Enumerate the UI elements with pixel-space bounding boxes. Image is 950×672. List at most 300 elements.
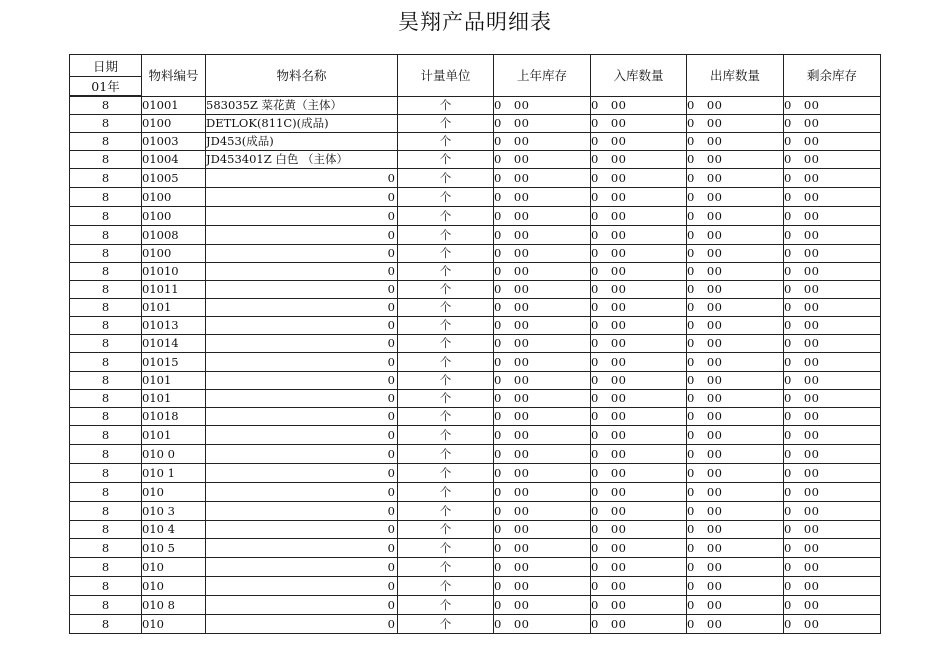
cell-remaining bbox=[784, 482, 881, 501]
value-int: 0 bbox=[687, 409, 695, 423]
value-frac: 00 bbox=[610, 227, 627, 242]
value-frac: 00 bbox=[610, 578, 627, 593]
value-frac: 00 bbox=[803, 227, 820, 242]
cell-remaining bbox=[784, 316, 881, 334]
cell-date: 8 bbox=[70, 187, 142, 206]
cell-name: 0 bbox=[206, 538, 398, 557]
value-int: 0 bbox=[687, 98, 695, 112]
cell-remaining bbox=[784, 150, 881, 168]
cell-name: JD453(成品) bbox=[206, 132, 398, 150]
cell-name: 0 bbox=[206, 316, 398, 334]
cell-unit: 个 bbox=[398, 407, 494, 425]
cell-date: 8 bbox=[70, 463, 142, 482]
value-frac: 00 bbox=[803, 503, 820, 518]
cell-remaining bbox=[784, 262, 881, 280]
cell-unit: 个 bbox=[398, 444, 494, 463]
cell-code: 01015 bbox=[142, 352, 206, 371]
cell-code: 01011 bbox=[142, 280, 206, 298]
value-int: 0 bbox=[784, 300, 792, 314]
cell-remaining bbox=[784, 538, 881, 557]
value-int: 0 bbox=[784, 354, 792, 369]
cell-out-qty bbox=[687, 206, 784, 225]
cell-out-qty bbox=[687, 501, 784, 520]
cell-unit: 个 bbox=[398, 334, 494, 352]
cell-in-qty bbox=[591, 298, 687, 316]
cell-remaining bbox=[784, 96, 881, 114]
cell-name: JD453401Z 白色 （主体） bbox=[206, 150, 398, 168]
cell-last-stock bbox=[494, 244, 591, 262]
cell-in-qty bbox=[591, 132, 687, 150]
value-int: 0 bbox=[784, 409, 792, 423]
cell-unit: 个 bbox=[398, 206, 494, 225]
value-int: 0 bbox=[591, 373, 599, 387]
cell-code: 010 bbox=[142, 482, 206, 501]
cell-last-stock bbox=[494, 425, 591, 444]
cell-in-qty bbox=[591, 425, 687, 444]
table-row bbox=[70, 316, 881, 334]
value-int: 0 bbox=[494, 409, 502, 423]
value-frac: 00 bbox=[610, 246, 627, 260]
cell-remaining bbox=[784, 371, 881, 389]
cell-remaining bbox=[784, 114, 881, 132]
value-frac: 00 bbox=[610, 616, 627, 631]
value-int: 0 bbox=[687, 540, 695, 555]
cell-last-stock bbox=[494, 206, 591, 225]
cell-out-qty bbox=[687, 444, 784, 463]
cell-unit: 个 bbox=[398, 576, 494, 595]
table-row bbox=[70, 520, 881, 538]
cell-date: 8 bbox=[70, 444, 142, 463]
cell-code: 01018 bbox=[142, 407, 206, 425]
value-int: 0 bbox=[687, 616, 695, 631]
table-row bbox=[70, 206, 881, 225]
value-frac: 00 bbox=[706, 540, 723, 555]
cell-out-qty bbox=[687, 150, 784, 168]
table-row bbox=[70, 557, 881, 576]
cell-remaining bbox=[784, 206, 881, 225]
value-int: 0 bbox=[591, 116, 599, 130]
value-frac: 00 bbox=[513, 373, 530, 387]
value-frac: 00 bbox=[513, 264, 530, 278]
value-int: 0 bbox=[591, 134, 599, 148]
table-row bbox=[70, 114, 881, 132]
value-int: 0 bbox=[591, 152, 599, 166]
cell-name: 0 bbox=[206, 389, 398, 407]
cell-last-stock bbox=[494, 501, 591, 520]
cell-in-qty bbox=[591, 150, 687, 168]
cell-in-qty bbox=[591, 371, 687, 389]
header-out-qty: 出库数量 bbox=[687, 55, 784, 97]
table-row bbox=[70, 187, 881, 206]
table-body bbox=[70, 96, 881, 633]
cell-in-qty bbox=[591, 557, 687, 576]
cell-last-stock bbox=[494, 114, 591, 132]
value-frac: 00 bbox=[610, 354, 627, 369]
value-frac: 00 bbox=[706, 559, 723, 574]
value-int: 0 bbox=[494, 336, 502, 350]
value-int: 0 bbox=[784, 152, 792, 166]
cell-out-qty bbox=[687, 520, 784, 538]
header-code: 物料编号 bbox=[142, 55, 206, 97]
cell-last-stock bbox=[494, 132, 591, 150]
cell-in-qty bbox=[591, 244, 687, 262]
value-frac: 00 bbox=[706, 391, 723, 405]
cell-unit: 个 bbox=[398, 168, 494, 187]
value-int: 0 bbox=[591, 616, 599, 631]
cell-remaining bbox=[784, 225, 881, 244]
value-frac: 00 bbox=[803, 189, 820, 204]
value-frac: 00 bbox=[706, 354, 723, 369]
value-int: 0 bbox=[687, 373, 695, 387]
cell-unit: 个 bbox=[398, 557, 494, 576]
cell-last-stock bbox=[494, 225, 591, 244]
cell-unit: 个 bbox=[398, 538, 494, 557]
table-row bbox=[70, 501, 881, 520]
value-int: 0 bbox=[687, 484, 695, 499]
cell-in-qty bbox=[591, 389, 687, 407]
cell-code: 010 8 bbox=[142, 595, 206, 614]
value-int: 0 bbox=[591, 227, 599, 242]
value-frac: 00 bbox=[610, 540, 627, 555]
value-int: 0 bbox=[687, 597, 695, 612]
table-row bbox=[70, 352, 881, 371]
value-int: 0 bbox=[591, 597, 599, 612]
cell-in-qty bbox=[591, 501, 687, 520]
header-last-stock: 上年库存 bbox=[494, 55, 591, 97]
value-frac: 00 bbox=[513, 578, 530, 593]
table-row bbox=[70, 168, 881, 187]
header-in-qty: 入库数量 bbox=[591, 55, 687, 97]
value-int: 0 bbox=[687, 503, 695, 518]
cell-name: 0 bbox=[206, 225, 398, 244]
value-int: 0 bbox=[494, 170, 502, 185]
value-int: 0 bbox=[784, 616, 792, 631]
value-frac: 00 bbox=[610, 336, 627, 350]
cell-date: 8 bbox=[70, 132, 142, 150]
value-int: 0 bbox=[687, 227, 695, 242]
value-frac: 00 bbox=[513, 189, 530, 204]
value-frac: 00 bbox=[706, 170, 723, 185]
value-frac: 00 bbox=[706, 282, 723, 296]
cell-date: 8 bbox=[70, 407, 142, 425]
cell-out-qty bbox=[687, 114, 784, 132]
value-int: 0 bbox=[687, 170, 695, 185]
value-frac: 00 bbox=[803, 318, 820, 332]
value-frac: 00 bbox=[513, 465, 530, 480]
value-frac: 00 bbox=[610, 282, 627, 296]
table-row bbox=[70, 614, 881, 633]
cell-name: 0 bbox=[206, 352, 398, 371]
value-int: 0 bbox=[494, 427, 502, 442]
value-int: 0 bbox=[494, 503, 502, 518]
cell-last-stock bbox=[494, 150, 591, 168]
cell-in-qty bbox=[591, 463, 687, 482]
cell-in-qty bbox=[591, 187, 687, 206]
cell-unit: 个 bbox=[398, 482, 494, 501]
cell-code: 01003 bbox=[142, 132, 206, 150]
value-frac: 00 bbox=[706, 189, 723, 204]
value-int: 0 bbox=[784, 98, 792, 112]
value-frac: 00 bbox=[513, 559, 530, 574]
header-unit: 计量单位 bbox=[398, 55, 494, 97]
cell-date: 8 bbox=[70, 389, 142, 407]
value-int: 0 bbox=[494, 98, 502, 112]
value-int: 0 bbox=[494, 391, 502, 405]
value-frac: 00 bbox=[706, 427, 723, 442]
cell-code: 01010 bbox=[142, 262, 206, 280]
cell-name: 0 bbox=[206, 244, 398, 262]
cell-out-qty bbox=[687, 96, 784, 114]
table-row bbox=[70, 150, 881, 168]
value-int: 0 bbox=[784, 597, 792, 612]
header-name: 物料名称 bbox=[206, 55, 398, 97]
cell-last-stock bbox=[494, 595, 591, 614]
value-frac: 00 bbox=[803, 336, 820, 350]
value-frac: 00 bbox=[513, 282, 530, 296]
value-int: 0 bbox=[494, 559, 502, 574]
value-int: 0 bbox=[687, 116, 695, 130]
cell-last-stock bbox=[494, 614, 591, 633]
value-int: 0 bbox=[687, 559, 695, 574]
cell-in-qty bbox=[591, 407, 687, 425]
cell-name: 0 bbox=[206, 187, 398, 206]
cell-unit: 个 bbox=[398, 187, 494, 206]
value-frac: 00 bbox=[513, 208, 530, 223]
cell-code: 0101 bbox=[142, 371, 206, 389]
cell-in-qty bbox=[591, 482, 687, 501]
value-frac: 00 bbox=[610, 597, 627, 612]
cell-name: 0 bbox=[206, 595, 398, 614]
value-frac: 00 bbox=[803, 208, 820, 223]
value-int: 0 bbox=[687, 152, 695, 166]
cell-last-stock bbox=[494, 334, 591, 352]
cell-code: 010 1 bbox=[142, 463, 206, 482]
cell-remaining bbox=[784, 334, 881, 352]
value-int: 0 bbox=[784, 391, 792, 405]
value-frac: 00 bbox=[513, 446, 530, 461]
cell-remaining bbox=[784, 576, 881, 595]
value-int: 0 bbox=[784, 427, 792, 442]
cell-remaining bbox=[784, 463, 881, 482]
table-row bbox=[70, 389, 881, 407]
cell-in-qty bbox=[591, 316, 687, 334]
cell-date: 8 bbox=[70, 520, 142, 538]
cell-in-qty bbox=[591, 168, 687, 187]
value-int: 0 bbox=[494, 134, 502, 148]
cell-remaining bbox=[784, 407, 881, 425]
value-int: 0 bbox=[784, 540, 792, 555]
cell-last-stock bbox=[494, 538, 591, 557]
cell-unit: 个 bbox=[398, 425, 494, 444]
value-frac: 00 bbox=[706, 522, 723, 536]
cell-name: 0 bbox=[206, 425, 398, 444]
cell-unit: 个 bbox=[398, 352, 494, 371]
value-int: 0 bbox=[494, 208, 502, 223]
value-int: 0 bbox=[784, 336, 792, 350]
cell-remaining bbox=[784, 425, 881, 444]
value-int: 0 bbox=[784, 465, 792, 480]
value-frac: 00 bbox=[803, 578, 820, 593]
cell-unit: 个 bbox=[398, 262, 494, 280]
value-frac: 00 bbox=[706, 318, 723, 332]
cell-last-stock bbox=[494, 262, 591, 280]
header-date: 日期 bbox=[70, 55, 142, 77]
value-int: 0 bbox=[591, 409, 599, 423]
cell-in-qty bbox=[591, 520, 687, 538]
value-int: 0 bbox=[494, 578, 502, 593]
value-frac: 00 bbox=[513, 409, 530, 423]
value-frac: 00 bbox=[513, 336, 530, 350]
value-int: 0 bbox=[687, 300, 695, 314]
value-frac: 00 bbox=[513, 134, 530, 148]
value-int: 0 bbox=[784, 503, 792, 518]
value-frac: 00 bbox=[610, 300, 627, 314]
value-int: 0 bbox=[494, 318, 502, 332]
value-frac: 00 bbox=[610, 116, 627, 130]
value-int: 0 bbox=[591, 559, 599, 574]
value-frac: 00 bbox=[610, 427, 627, 442]
cell-name: 0 bbox=[206, 280, 398, 298]
value-frac: 00 bbox=[513, 227, 530, 242]
cell-date: 8 bbox=[70, 206, 142, 225]
cell-last-stock bbox=[494, 389, 591, 407]
value-int: 0 bbox=[591, 446, 599, 461]
cell-out-qty bbox=[687, 262, 784, 280]
value-int: 0 bbox=[784, 446, 792, 461]
cell-name: DETLOK(811C)(成品) bbox=[206, 114, 398, 132]
cell-name: 583035Z 菜花黄（主体） bbox=[206, 96, 398, 114]
cell-out-qty bbox=[687, 425, 784, 444]
cell-date: 8 bbox=[70, 371, 142, 389]
cell-date: 8 bbox=[70, 501, 142, 520]
cell-code: 01013 bbox=[142, 316, 206, 334]
value-int: 0 bbox=[591, 465, 599, 480]
value-int: 0 bbox=[784, 246, 792, 260]
value-frac: 00 bbox=[706, 336, 723, 350]
value-frac: 00 bbox=[513, 98, 530, 112]
value-int: 0 bbox=[784, 116, 792, 130]
cell-date: 8 bbox=[70, 614, 142, 633]
value-int: 0 bbox=[687, 336, 695, 350]
cell-last-stock bbox=[494, 280, 591, 298]
cell-last-stock bbox=[494, 576, 591, 595]
value-frac: 00 bbox=[610, 318, 627, 332]
cell-remaining bbox=[784, 244, 881, 262]
value-int: 0 bbox=[784, 484, 792, 499]
value-int: 0 bbox=[784, 373, 792, 387]
value-int: 0 bbox=[591, 336, 599, 350]
cell-code: 01001 bbox=[142, 96, 206, 114]
value-int: 0 bbox=[784, 522, 792, 536]
cell-in-qty bbox=[591, 280, 687, 298]
cell-last-stock bbox=[494, 407, 591, 425]
cell-out-qty bbox=[687, 389, 784, 407]
value-int: 0 bbox=[687, 208, 695, 223]
value-int: 0 bbox=[494, 227, 502, 242]
cell-date: 8 bbox=[70, 168, 142, 187]
value-int: 0 bbox=[784, 264, 792, 278]
cell-name: 0 bbox=[206, 334, 398, 352]
value-frac: 00 bbox=[803, 391, 820, 405]
value-frac: 00 bbox=[610, 152, 627, 166]
product-detail-table bbox=[69, 54, 881, 634]
cell-out-qty bbox=[687, 595, 784, 614]
value-frac: 00 bbox=[803, 409, 820, 423]
cell-code: 0100 bbox=[142, 187, 206, 206]
value-int: 0 bbox=[687, 522, 695, 536]
cell-last-stock bbox=[494, 316, 591, 334]
value-frac: 00 bbox=[706, 264, 723, 278]
table-row bbox=[70, 298, 881, 316]
cell-code: 0101 bbox=[142, 425, 206, 444]
cell-remaining bbox=[784, 132, 881, 150]
cell-code: 010 bbox=[142, 614, 206, 633]
value-int: 0 bbox=[591, 189, 599, 204]
cell-in-qty bbox=[591, 96, 687, 114]
cell-last-stock bbox=[494, 557, 591, 576]
value-int: 0 bbox=[784, 189, 792, 204]
cell-code: 010 bbox=[142, 576, 206, 595]
value-frac: 00 bbox=[803, 373, 820, 387]
cell-out-qty bbox=[687, 298, 784, 316]
value-int: 0 bbox=[494, 484, 502, 499]
value-frac: 00 bbox=[513, 300, 530, 314]
cell-last-stock bbox=[494, 168, 591, 187]
cell-code: 01014 bbox=[142, 334, 206, 352]
table-row bbox=[70, 463, 881, 482]
value-int: 0 bbox=[591, 391, 599, 405]
cell-date: 8 bbox=[70, 96, 142, 114]
cell-out-qty bbox=[687, 334, 784, 352]
table-row bbox=[70, 132, 881, 150]
value-frac: 00 bbox=[610, 391, 627, 405]
value-int: 0 bbox=[687, 282, 695, 296]
cell-in-qty bbox=[591, 334, 687, 352]
value-frac: 00 bbox=[706, 578, 723, 593]
cell-code: 0100 bbox=[142, 114, 206, 132]
cell-last-stock bbox=[494, 352, 591, 371]
cell-date: 8 bbox=[70, 576, 142, 595]
value-int: 0 bbox=[494, 282, 502, 296]
value-int: 0 bbox=[784, 227, 792, 242]
cell-date: 8 bbox=[70, 425, 142, 444]
value-int: 0 bbox=[591, 578, 599, 593]
cell-out-qty bbox=[687, 557, 784, 576]
value-frac: 00 bbox=[706, 484, 723, 499]
cell-code: 010 bbox=[142, 557, 206, 576]
cell-name: 0 bbox=[206, 168, 398, 187]
cell-unit: 个 bbox=[398, 150, 494, 168]
value-int: 0 bbox=[494, 300, 502, 314]
cell-out-qty bbox=[687, 482, 784, 501]
value-int: 0 bbox=[494, 446, 502, 461]
cell-unit: 个 bbox=[398, 280, 494, 298]
value-frac: 00 bbox=[513, 616, 530, 631]
value-frac: 00 bbox=[610, 559, 627, 574]
value-int: 0 bbox=[784, 318, 792, 332]
value-int: 0 bbox=[591, 318, 599, 332]
cell-unit: 个 bbox=[398, 298, 494, 316]
table-row bbox=[70, 576, 881, 595]
cell-remaining bbox=[784, 557, 881, 576]
header-remaining: 剩余库存 bbox=[784, 55, 881, 97]
cell-name: 0 bbox=[206, 463, 398, 482]
table-row bbox=[70, 280, 881, 298]
cell-date: 8 bbox=[70, 262, 142, 280]
cell-remaining bbox=[784, 352, 881, 371]
cell-in-qty bbox=[591, 206, 687, 225]
value-frac: 00 bbox=[803, 98, 820, 112]
